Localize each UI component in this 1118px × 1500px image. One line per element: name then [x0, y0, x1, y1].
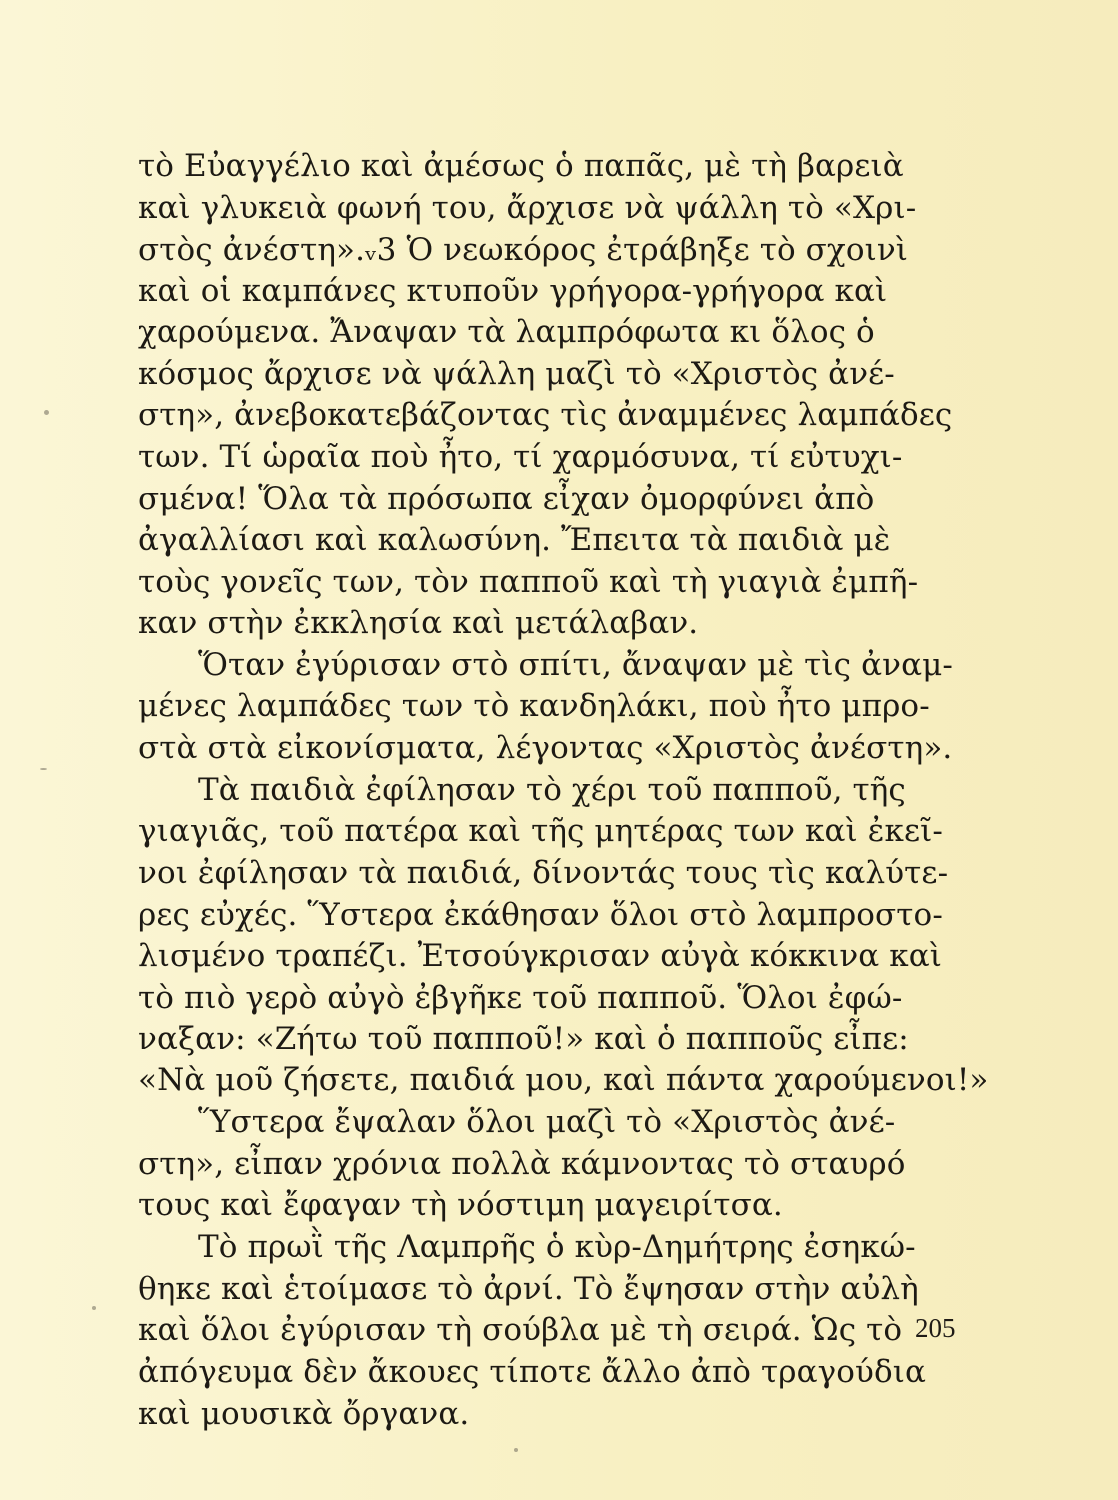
text-line: γιαγιᾶς, τοῦ πατέρα καὶ τῆς μητέρας των καὶ ἐκεῖ- — [138, 813, 943, 849]
paper-speck — [40, 768, 47, 770]
text-line: τους καὶ ἔφαγαν τὴ νόστιμη μαγειρίτσα. — [138, 1187, 783, 1223]
paragraph-start-line: Ὅταν ἐγύρισαν στὸ σπίτι, ἄναψαν μὲ τὶς ἀναμ- — [198, 647, 953, 683]
text-line: νοι ἐφίλησαν τὰ παιδιά, δίνοντάς τους τὶς καλύτε- — [138, 855, 949, 891]
text-line: στὸς ἀνέστη».ᵥ3 Ὁ νεωκόρος ἐτράβηξε τὸ σχοινὶ — [138, 232, 909, 268]
text-line: καὶ ὅλοι ἐγύρισαν τὴ σούβλα μὲ τὴ σειρά. Ὡς τὸ — [138, 1312, 903, 1348]
text-line: καὶ οἱ καμπάνες κτυποῦν γρήγορα-γρήγορα καὶ — [138, 273, 888, 309]
text-line: στὰ στὰ εἰκονίσματα, λέγοντας «Χριστὸς ἀνέστη». — [138, 730, 953, 766]
text-line: στη», ἀνεβοκατεβάζοντας τὶς ἀναμμένες λαμπάδες — [138, 397, 953, 433]
page-number: 205 — [915, 1313, 956, 1343]
text-line: λισμένο τραπέζι. Ἐτσούγκρισαν αὐγὰ κόκκινα καὶ — [138, 938, 943, 974]
text-line: θηκε καὶ ἑτοίμασε τὸ ἀρνί. Τὸ ἔψησαν στὴν αὐλὴ — [138, 1271, 919, 1307]
text-line: καὶ γλυκειὰ φωνή του, ἄρχισε νὰ ψάλλη τὸ «Χρι- — [138, 190, 917, 226]
paragraph-start-line: Τὰ παιδιὰ ἐφίλησαν τὸ χέρι τοῦ παπποῦ, τῆς — [198, 772, 906, 808]
paragraph-start-line: Ὕστερα ἔψαλαν ὅλοι μαζὶ τὸ «Χριστὸς ἀνέ- — [198, 1104, 896, 1140]
text-line: τοὺς γονεῖς των, τὸν παπποῦ καὶ τὴ γιαγιὰ ἐμπῆ- — [138, 564, 919, 600]
text-line: τὸ Εὐαγγέλιο καὶ ἀμέσως ὁ παπᾶς, μὲ τὴ βαρειὰ — [138, 148, 904, 184]
text-line: καὶ μουσικὰ ὄργανα. — [138, 1396, 470, 1432]
text-line: των. Τί ὡραῖα ποὺ ἦτο, τί χαρμόσυνα, τί εὐτυχι- — [138, 439, 903, 475]
paragraph-start-line: Τὸ πρωῒ τῆς Λαμπρῆς ὁ κὺρ-Δημήτρης ἐσηκώ- — [198, 1229, 916, 1265]
text-line: τὸ πιὸ γερὸ αὐγὸ ἐβγῆκε τοῦ παπποῦ. Ὅλοι ἐφώ- — [138, 980, 903, 1016]
paper-speck — [44, 410, 49, 415]
text-line: ἀγαλλίασι καὶ καλωσύνη. Ἔπειτα τὰ παιδιὰ μὲ — [138, 522, 891, 558]
text-line: μένες λαμπάδες των τὸ κανδηλάκι, ποὺ ἦτο μπρο- — [138, 688, 930, 724]
text-line: ναξαν: «Ζήτω τοῦ παπποῦ!» καὶ ὁ παπποῦς εἶπε: — [138, 1021, 909, 1057]
text-line: σμένα! Ὅλα τὰ πρόσωπα εἶχαν ὀμορφύνει ἀπὸ — [138, 481, 875, 517]
paper-speck — [514, 1448, 518, 1452]
text-line: ἀπόγευμα δὲν ἄκουες τίποτε ἄλλο ἀπὸ τραγούδια — [138, 1354, 927, 1390]
text-line: στη», εἶπαν χρόνια πολλὰ κάμνοντας τὸ σταυρό — [138, 1146, 906, 1182]
text-line: χαρούμενα. Ἄναψαν τὰ λαμπρόφωτα κι ὅλος ὁ — [138, 314, 875, 350]
text-line: «Νὰ μοῦ ζήσετε, παιδιά μου, καὶ πάντα χαρούμενοι!» — [138, 1062, 989, 1098]
paper-speck — [92, 1306, 96, 1310]
text-line: καν στὴν ἐκκλησία καὶ μετάλαβαν. — [138, 605, 699, 641]
text-line: ρες εὐχές. Ὕστερα ἐκάθησαν ὅλοι στὸ λαμπροστο- — [138, 897, 943, 933]
text-line: κόσμος ἄρχισε νὰ ψάλλη μαζὶ τὸ «Χριστὸς ἀνέ- — [138, 356, 895, 392]
